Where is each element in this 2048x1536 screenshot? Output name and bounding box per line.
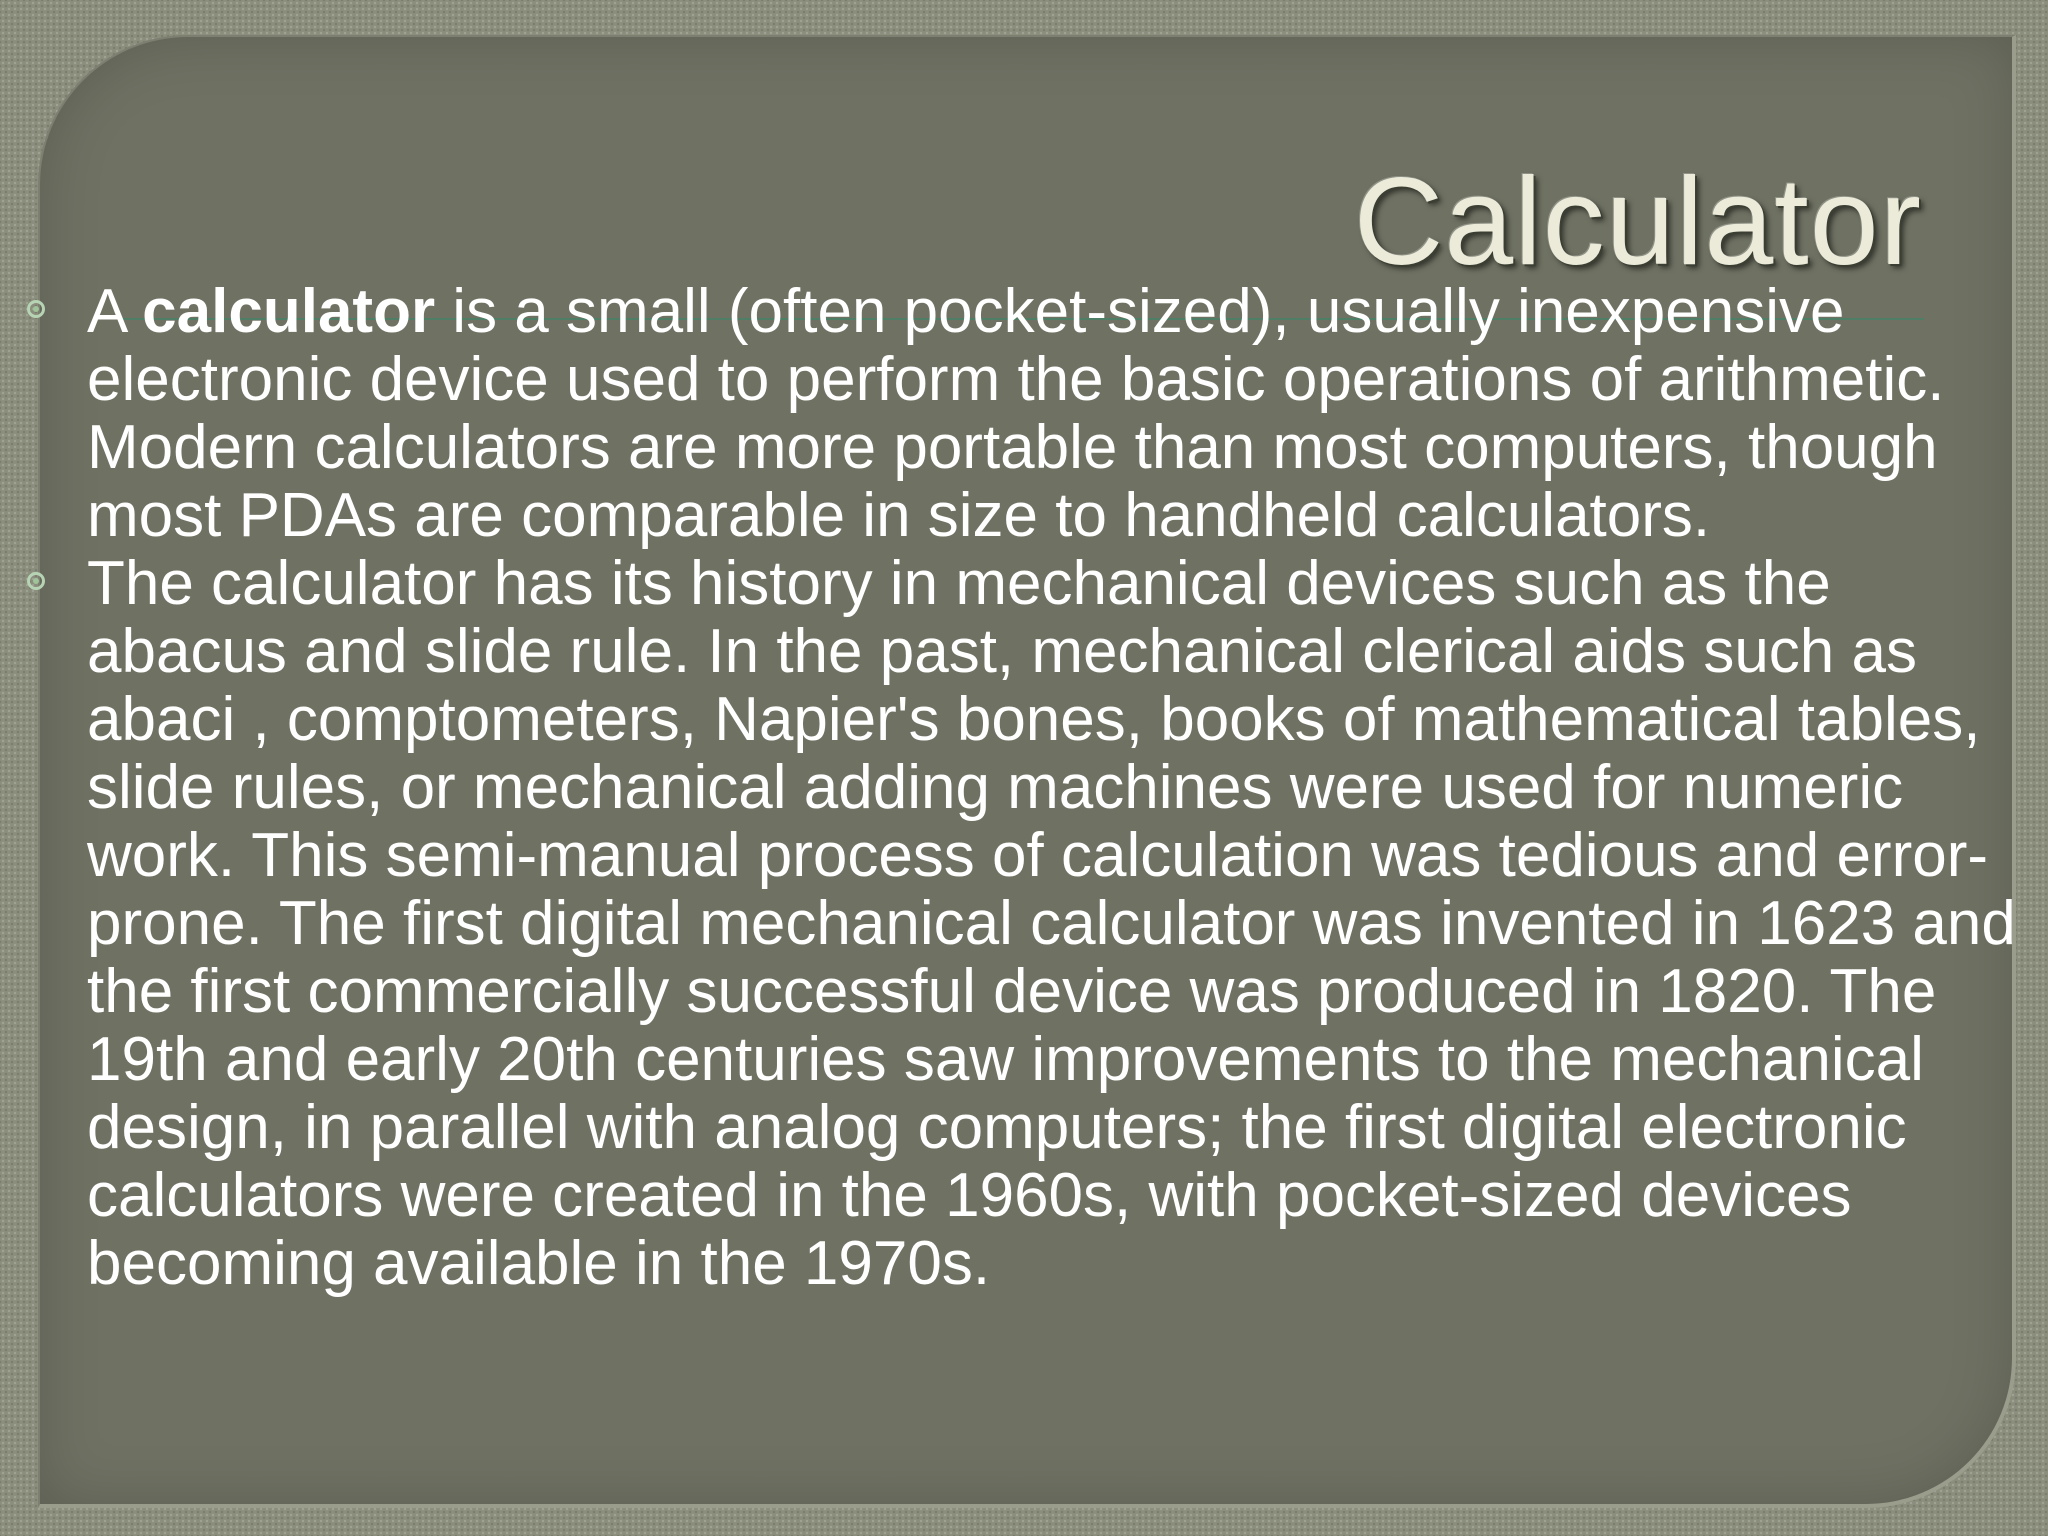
bullet-item-history: [0, 550, 2048, 1298]
bullet-item-definition: [0, 278, 2048, 550]
bullet-prefix: A: [87, 277, 143, 346]
bold-term: calculator: [142, 277, 436, 346]
bullet-circle-icon: [27, 572, 45, 590]
bullet-circle-icon: [27, 300, 45, 318]
bullet-list: [0, 278, 2048, 1298]
bullet-text: The calculator has its history in mechanical devices such as the abacus and slide rule. In the past, mechanical clerical aids such as abaci , comptometers, Napier's bones, books of mathematical tables, slide rules, or mechanical adding machines were used for numeric work. This semi-manual process of calculation was tedious and error-prone. The first digital mechanical calculator was invented in 1623 and the first commercially successful device was produced in 1820. The 19th and early 20th centuries saw improvements to the mechanical design, in parallel with analog computers; the first digital electronic calculators were created in the 1960s, with pocket-sized devices becoming available in the 1970s.: [87, 549, 2016, 1298]
slide-title: Calculator: [1353, 153, 1922, 291]
bullet-text: is a small (often pocket-sized), usually inexpensive electronic device used to perform the basic operations of arithmetic. Modern calculators are more portable than most computers, though most PDAs are comparable in size to handheld calculators.: [87, 277, 1945, 550]
